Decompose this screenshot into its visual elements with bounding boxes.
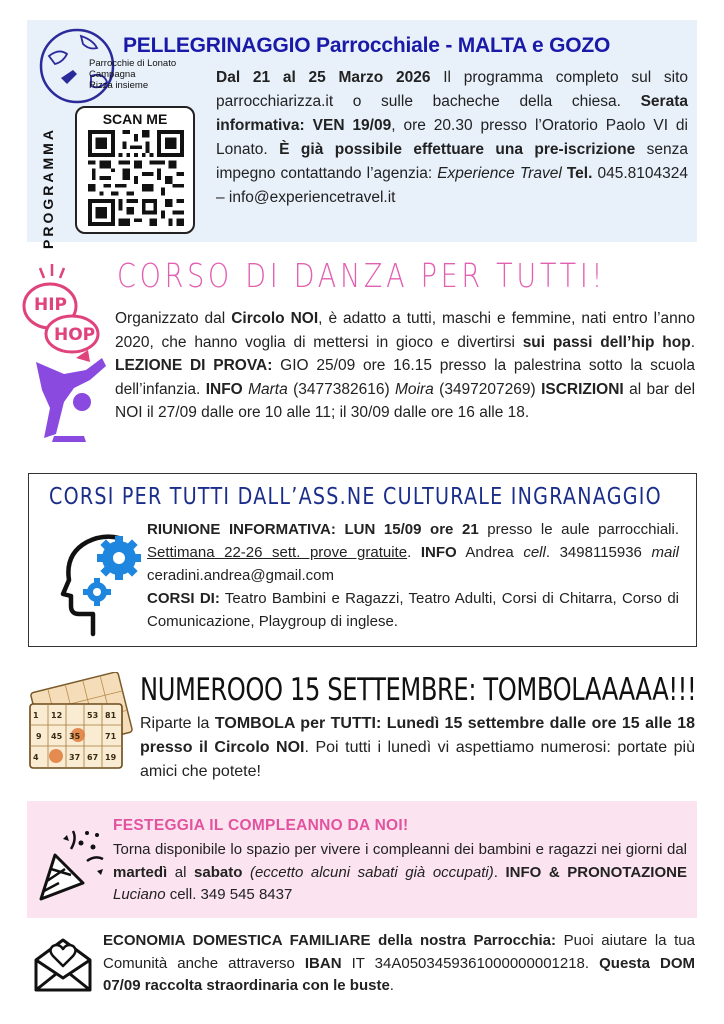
- day-to: sabato: [194, 863, 243, 881]
- registration-label: ISCRIZIONI: [541, 380, 624, 398]
- text-span: , è adatto a tutti, maschi e femmine, nati entro l’anno 2020, che hanno voglia di mettersi in gioco e divertirsi: [115, 310, 696, 351]
- card-number: 35: [69, 732, 81, 741]
- contact-name: Luciano: [113, 886, 166, 903]
- text-span: [242, 864, 250, 881]
- mail-label: mail: [651, 544, 679, 561]
- card-number: 19: [105, 753, 117, 762]
- info-evening: Serata informativa: VEN 19/09: [216, 93, 688, 134]
- contact-phone[interactable]: (3477382616): [287, 380, 396, 398]
- logo-line: Parrocchie di Lonato: [89, 58, 177, 69]
- text-span: .: [690, 333, 695, 351]
- text-span: al: [167, 863, 195, 881]
- circolo-name: Circolo NOI: [231, 310, 319, 327]
- envelope-heart-icon: [32, 934, 94, 994]
- text-span: al bar del NOI il 27/09 dalle ore 10 alle 11; il 30/09 dalle ore 16 alle 18.: [115, 380, 696, 421]
- card-number: 53: [87, 711, 99, 720]
- pilgrimage-title: PELLEGRINAGGIO Parrocchiale - MALTA e GOZO: [123, 34, 611, 57]
- preregister-text: È già possibile effettuare una pre-iscrizione: [279, 141, 636, 158]
- day-from: martedì: [113, 863, 168, 881]
- special-collection: Questa DOM 07/09 raccolta straordinaria con le buste: [103, 954, 695, 994]
- pilgrimage-text: [216, 66, 688, 210]
- contact-phone[interactable]: (3497207269): [433, 380, 542, 398]
- qr-label: SCAN ME: [102, 111, 168, 127]
- text-span: , ore 20.30 presso l’Oratorio Paolo VI di Lonato.: [216, 117, 688, 158]
- tombola-text: [140, 712, 695, 784]
- contact-name: Marta: [248, 380, 288, 398]
- text-span: Il programma completo sul sito parrocchiarizza.it o sulle bacheche della chiesa.: [216, 69, 688, 110]
- tombola-cards-icon: [26, 672, 136, 782]
- booking-label: INFO & PRONOTAZIONE: [505, 863, 687, 881]
- birthday-text: [113, 839, 687, 907]
- program-label: PROGRAMMA: [40, 127, 56, 249]
- pilgrimage-dates: Dal 21 al 25 Marzo 2026: [216, 69, 431, 86]
- card-number: 81: [105, 711, 117, 720]
- birthday-title: FESTEGGIA IL COMPLEANNO DA NOI!: [113, 817, 409, 834]
- qr-code-icon[interactable]: [88, 130, 184, 226]
- hip-hop-steps: sui passi dell’hip hop: [522, 333, 691, 351]
- agency-name: Experience Travel: [437, 165, 562, 182]
- meeting-label: RIUNIONE INFORMATIVA: LUN 15/09 ore 21: [147, 521, 479, 538]
- contact-phone[interactable]: cell. 349 545 8437: [165, 886, 293, 903]
- text-span: .: [389, 977, 394, 994]
- contact-email[interactable]: ceradini.andrea@gmail.com: [147, 567, 334, 584]
- head-gears-icon: [37, 514, 152, 639]
- contact-phone[interactable]: . 3498115936: [545, 544, 652, 561]
- qr-code-box[interactable]: [75, 106, 195, 234]
- contact-name: Moira: [395, 380, 434, 398]
- dance-text: [115, 307, 695, 425]
- info-label: INFO: [205, 380, 243, 398]
- saturday-note: (eccetto alcuni sabati già occupati): [249, 863, 494, 881]
- tel-label: Tel.: [561, 165, 593, 182]
- text-span: presso le aule parrocchiali.: [478, 521, 680, 538]
- text-span: Riparte la: [140, 715, 215, 732]
- dance-title: CORSO DI DANZA PER TUTTI!: [117, 256, 607, 295]
- courses-section: [28, 473, 697, 647]
- card-number: 71: [105, 732, 117, 741]
- card-number: 37: [69, 753, 81, 762]
- text-span: .: [493, 863, 506, 881]
- cell-label: cell: [523, 544, 546, 561]
- logo-line: Campagna: [89, 69, 136, 80]
- text-span: Puoi aiutare la tua Comunità anche attraverso: [103, 932, 695, 972]
- text-span: GIO 25/09 ore 16.15 presso la palestrina sotto la scuola dell’infanzia.: [115, 357, 695, 398]
- courses-title: CORSI PER TUTTI DALL’ASS.NE CULTURALE INGRANAGGIO: [49, 484, 662, 510]
- tombola-details: TOMBOLA per TUTTI: Lunedì 15 settembre dalle ore 15 alle 18 presso il Circolo NOI: [140, 715, 696, 756]
- card-number: 9: [36, 732, 42, 741]
- text-span: . Poi tutti i lunedì vi aspettiamo numerosi: portate più amici che potete!: [140, 739, 696, 780]
- text-span: senza impegno contattando l’agenzia:: [216, 141, 688, 182]
- pilgrimage-section: [27, 20, 697, 249]
- card-number: 4: [33, 753, 39, 762]
- card-number: 1: [33, 711, 39, 720]
- hop-badge-text: HOP: [54, 325, 96, 345]
- birthday-section: [27, 801, 697, 918]
- info-label: INFO: [420, 544, 457, 561]
- logo-line: Rizza insieme: [89, 80, 149, 91]
- economy-text: [103, 930, 695, 998]
- text-span: Andrea: [456, 544, 524, 561]
- iban-value[interactable]: IT 34A0503459361000000001218.: [341, 954, 600, 972]
- party-popper-icon: [33, 825, 113, 905]
- card-number: 67: [87, 753, 99, 762]
- free-trial-week: Settimana 22-26 sett. prove gratuite: [147, 544, 408, 561]
- trial-lesson-label: LEZIONE DI PROVA:: [115, 357, 273, 374]
- text-span: Torna disponibile lo spazio per vivere i compleanni dei bambini e ragazzi nei giorni dal: [113, 841, 687, 858]
- economy-title: ECONOMIA DOMESTICA FAMILIARE della nostra Parrocchia:: [103, 932, 556, 949]
- logo-text: [89, 58, 176, 91]
- courses-text: [147, 518, 679, 633]
- hip-badge-text: HIP: [34, 295, 68, 315]
- courses-list: Teatro Bambini e Ragazzi, Teatro Adulti, Corsi di Chitarra, Corso di Comunicazione, Playgroup di inglese.: [147, 590, 679, 630]
- courses-list-label: CORSI DI:: [147, 590, 220, 607]
- text-span: .: [407, 544, 421, 561]
- hip-hop-dancer-icon: [14, 262, 114, 452]
- iban-label: IBAN: [304, 954, 342, 972]
- text-span: Organizzato dal: [115, 310, 232, 327]
- tombola-title: NUMEROOO 15 SETTEMBRE: TOMBOLAAAAA!!!: [140, 672, 697, 708]
- card-number: 45: [51, 732, 63, 741]
- agency-contact[interactable]: 045.8104324 – info@experiencetravel.it: [216, 165, 688, 206]
- card-number: 12: [51, 711, 63, 720]
